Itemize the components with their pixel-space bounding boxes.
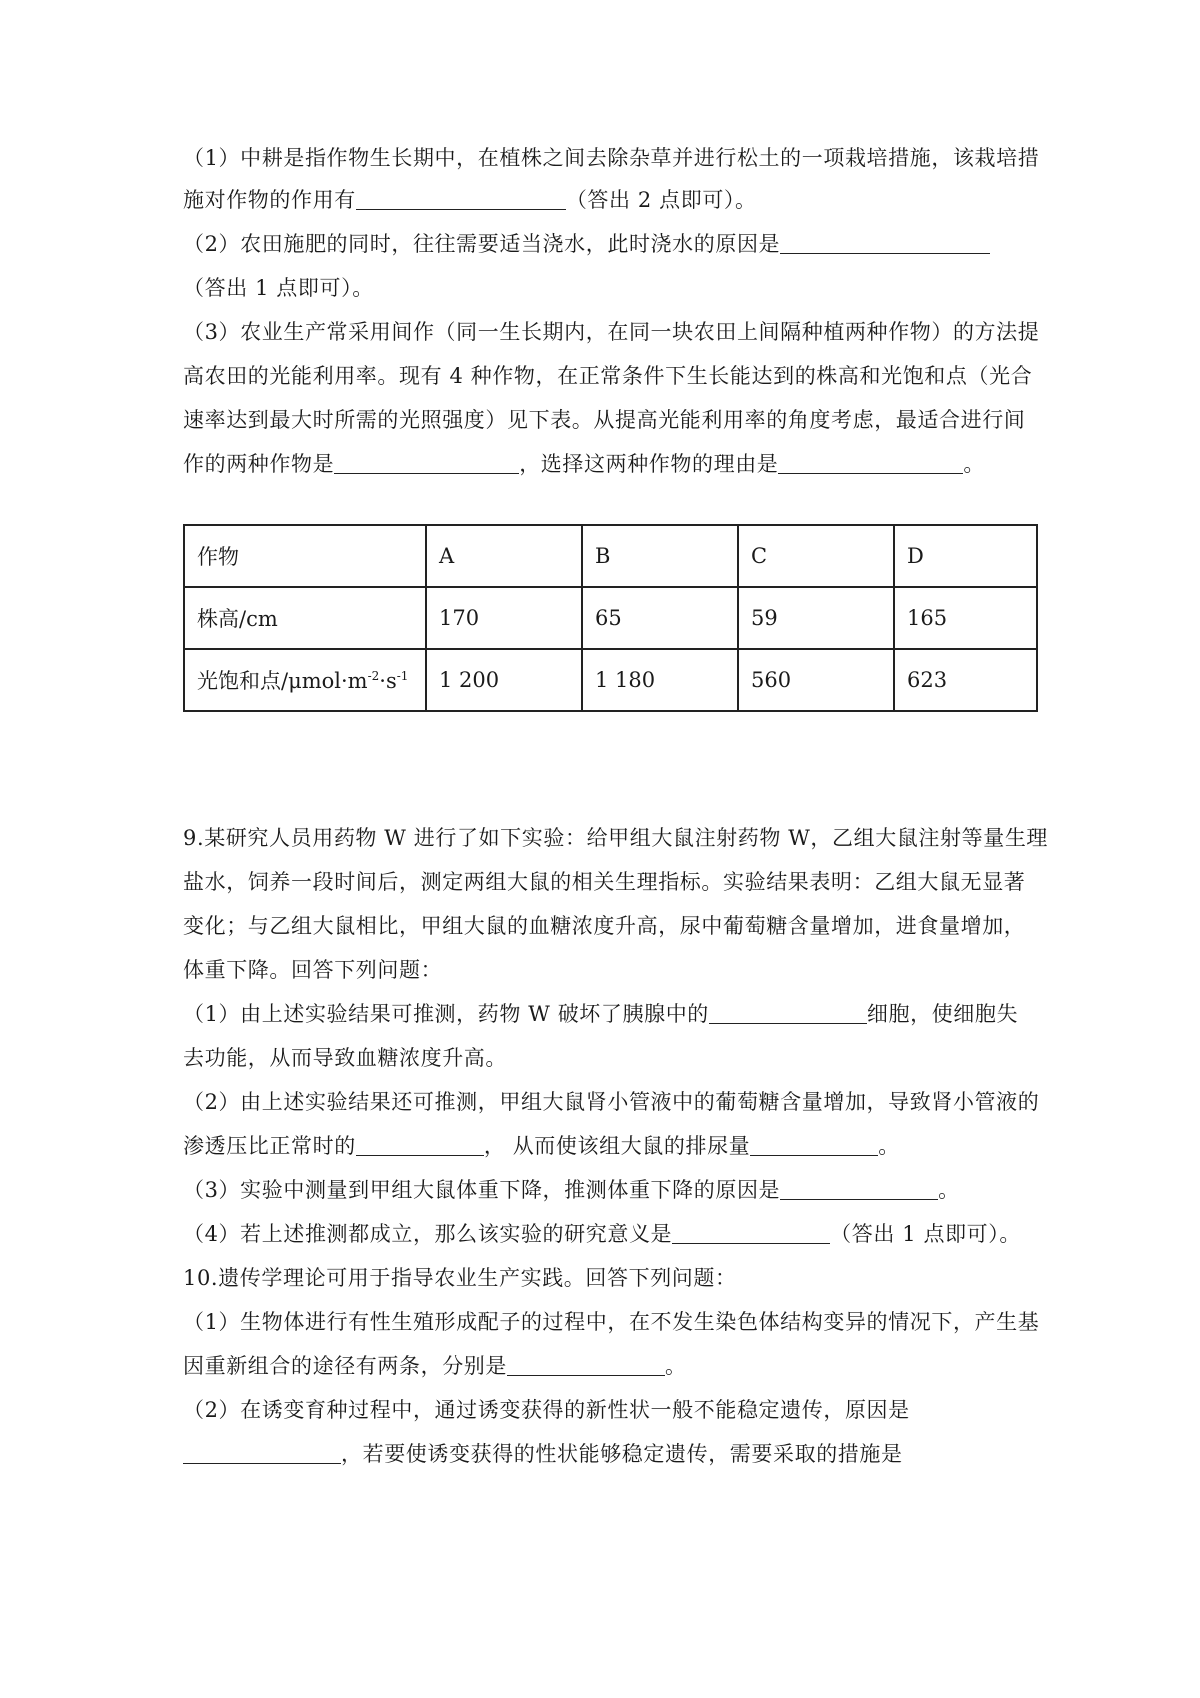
q9-part4: （4）若上述推测都成立，那么该实验的研究意义是 （答出 1 点即可）。: [183, 1209, 1018, 1259]
q8-part3-line3: 速率达到最大时所需的光照强度）见下表。从提高光能利用率的角度考虑，最适合进行间: [183, 408, 1026, 432]
answer-blank: [356, 185, 566, 210]
q10-part2-line1: （2）在诱变育种过程中，通过诱变获得的新性状一般不能稳定遗传，原因是: [183, 1398, 910, 1422]
q8-part1-line2: 施对作物的作用有 （答出 2 点即可）。: [183, 175, 1018, 225]
table-cell: 165: [894, 587, 1037, 649]
answer-blank: [507, 1351, 665, 1376]
table-cell: B: [582, 525, 738, 587]
q10-part1-line2: 因重新组合的途径有两条，分别是 。: [183, 1341, 1018, 1391]
answer-blank: [356, 1131, 484, 1156]
table-cell: D: [894, 525, 1037, 587]
q8-part2-line1: （2）农田施肥的同时，往往需要适当浇水，此时浇水的原因是: [183, 219, 1018, 269]
answer-blank: [780, 229, 990, 254]
q9-part1-line2: 去功能，从而导致血糖浓度升高。: [183, 1046, 507, 1070]
table-cell: 59: [738, 587, 894, 649]
table-row: [184, 525, 1037, 587]
q8-part3-line1: （3）农业生产常采用间作（同一生长期内，在同一块农田上间隔种植两种作物）的方法提: [183, 320, 1040, 344]
q9-stem-line4: 体重下降。回答下列问题：: [183, 958, 443, 982]
answer-blank: [672, 1219, 830, 1244]
answer-blank: [780, 1175, 938, 1200]
answer-blank: [183, 1439, 341, 1464]
table-cell: 170: [426, 587, 582, 649]
table-row: [184, 587, 1037, 649]
table-cell: C: [738, 525, 894, 587]
table-cell: 65: [582, 587, 738, 649]
q9-part1-line1: （1）由上述实验结果可推测，药物 W 破坏了胰腺中的 细胞，使细胞失: [183, 989, 1018, 1039]
q10-part2-line2: ，若要使诱变获得的性状能够稳定遗传，需要采取的措施是: [183, 1429, 1018, 1479]
q9-stem-line1: 9.某研究人员用药物 W 进行了如下实验：给甲组大鼠注射药物 W，乙组大鼠注射等量生理: [183, 826, 1049, 850]
q9-stem-line3: 变化；与乙组大鼠相比，甲组大鼠的血糖浓度升高，尿中葡萄糖含量增加，进食量增加，: [183, 914, 1026, 938]
answer-blank: [334, 449, 519, 474]
q8-part2-line2: （答出 1 点即可）。: [183, 276, 374, 300]
q9-part2-line2: 渗透压比正常时的 ， 从而使该组大鼠的排尿量 。: [183, 1121, 1018, 1171]
q10-part1-line1: （1）生物体进行有性生殖形成配子的过程中，在不发生染色体结构变异的情况下，产生基: [183, 1310, 1040, 1334]
q8-part1-line1: （1）中耕是指作物生长期中，在植株之间去除杂草并进行松土的一项栽培措施，该栽培措: [183, 146, 1040, 170]
q10-stem: 10.遗传学理论可用于指导农业生产实践。回答下列问题：: [183, 1266, 737, 1290]
table-cell: 1 200: [426, 649, 582, 711]
crop-data-table: [183, 524, 1038, 712]
table-cell: A: [426, 525, 582, 587]
answer-blank: [709, 999, 867, 1024]
table-cell: 560: [738, 649, 894, 711]
table-cell: 作物: [184, 525, 426, 587]
table-cell: 1 180: [582, 649, 738, 711]
answer-blank: [750, 1131, 878, 1156]
table-cell: 株高/cm: [184, 587, 426, 649]
q9-part3: （3）实验中测量到甲组大鼠体重下降，推测体重下降的原因是 。: [183, 1165, 1018, 1215]
answer-blank: [778, 449, 963, 474]
table-row: [184, 649, 1037, 711]
q9-part2-line1: （2）由上述实验结果还可推测，甲组大鼠肾小管液中的葡萄糖含量增加，导致肾小管液的: [183, 1090, 1040, 1114]
table-cell: 光饱和点$/\mu mol\cdot m^{-2}\cdot s^{-1}$: [184, 649, 426, 711]
q9-stem-line2: 盐水，饲养一段时间后，测定两组大鼠的相关生理指标。实验结果表明：乙组大鼠无显著: [183, 870, 1026, 894]
q8-part3-line4: 作的两种作物是 ，选择这两种作物的理由是 。: [183, 439, 1018, 489]
table-cell: 623: [894, 649, 1037, 711]
q8-part3-line2: 高农田的光能利用率。现有 4 种作物，在正常条件下生长能达到的株高和光饱和点（光合: [183, 364, 1033, 388]
